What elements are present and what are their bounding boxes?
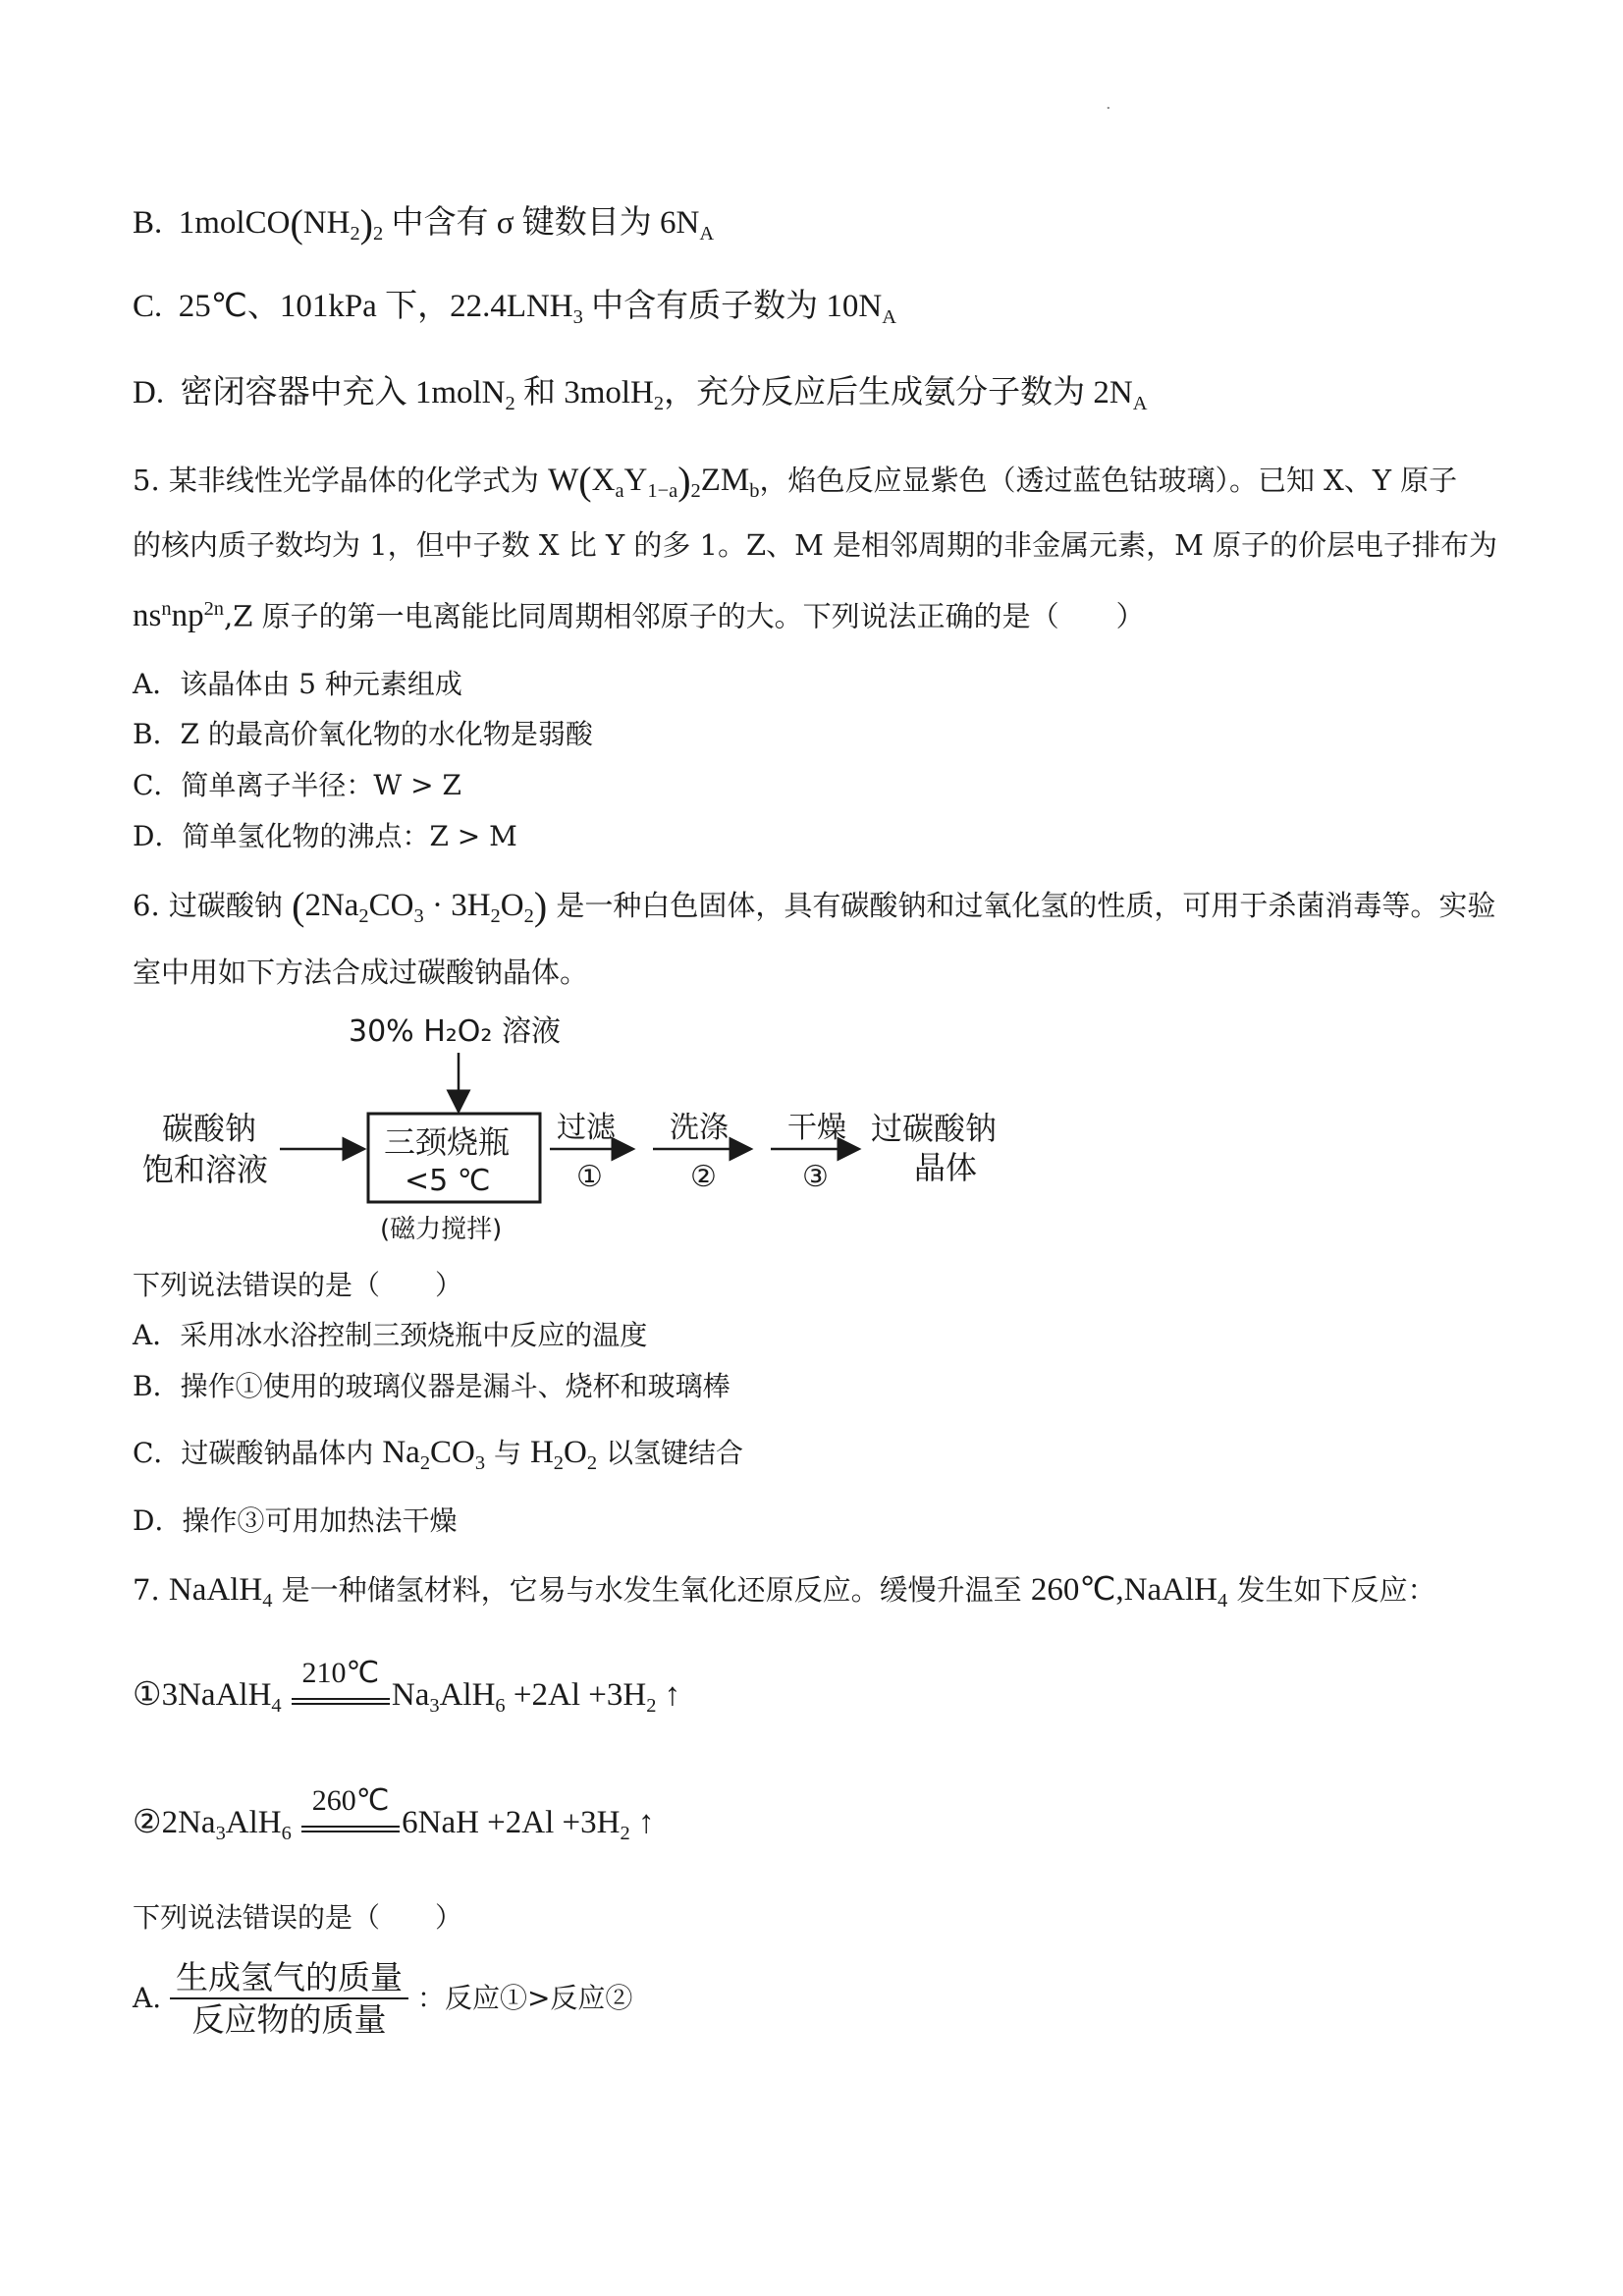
q5-stem-line-1: 5. 某非线性光学晶体的化学式为 $W(X_aY_{1-a})_2ZM_b$，焰色反应显紫色（透过蓝色钴玻璃）。已知 X、Y 原子 [133,459,1458,503]
reaction-2-condition-text: 260℃ [311,1784,390,1817]
q7-reaction-1: ①3NaAlH$_4$ 210℃ $Na_3AlH_6 +2Al +3H_2$ ↑ [133,1657,681,1718]
q5-option-b: B．Z 的最高价氧化物的水化物是弱酸 [133,718,593,750]
step1-label: 过滤 [557,1111,616,1145]
flask-temp: <5 ℃ [405,1164,491,1198]
q6-stem-suffix: 是一种白色固体，具有碳酸钠和过氧化氢的性质，可用于杀菌消毒等。实验 [556,889,1496,922]
q7-option-a-tail: ：反应①>反应② [416,1982,633,2014]
q6-option-c-suffix: 以氢键结合 [605,1437,743,1469]
q7-option-a-label: A. [133,1982,162,2014]
reaction-1-condition-text: 210℃ [301,1657,380,1689]
q7-stem-suffix: 发生如下反应： [1236,1573,1436,1607]
step3-label: 干燥 [787,1111,846,1145]
synthesis-flow-diagram [133,1011,1075,1257]
step2-label: 洗涤 [670,1111,729,1145]
reaction-1-condition [292,1657,390,1705]
q7-question: 下列说法错误的是（ ） [133,1901,463,1934]
q6-stem-line-2: 室中用如下方法合成过碳酸钠晶体。 [133,956,589,989]
feed-label-2: 饱和溶液 [142,1151,269,1188]
mass-ratio-fraction [170,1958,408,2039]
q6-stem-prefix: 6. 过碳酸钠 [133,889,283,922]
q6-stem-line-1: 6. 过碳酸钠 $(2Na_2CO_3 \cdot 3H_2O_2)$ 是一种白色固体，具有碳酸钠和过氧化氢的性质，可用于杀菌消毒等。实验 [133,884,1496,928]
q6-question: 下列说法错误的是（ ） [133,1269,463,1301]
step2-number: ② [690,1160,717,1194]
reaction-2-condition [301,1784,400,1832]
q6-option-c-prefix: C．过碳酸钠晶体内 [133,1437,374,1469]
reaction-1-number: ① [133,1677,162,1713]
q7-stem: 7. NaAlH$_4$ 是一种储氢材料，它易与水发生氧化还原反应。缓慢升温至 260℃,NaAlH$_4$ 发生如下反应： [133,1572,1436,1613]
q5-option-d: D．简单氢化物的沸点：Z > M [133,820,517,852]
q5-stem-line-2: 的核内质子数均为 1，但中子数 X 比 Y 的多 1。Z、M 是相邻周期的非金属元素，M 原子的价层电子排布为 [133,528,1497,562]
header-mark: · [1106,98,1111,119]
q5-stem-line-3: $ns^nnp^{2n},Z$ 原子的第一电离能比同周期相邻原子的大。下列说法正确的是（ ） [133,598,1145,634]
reagent-top-label: 30% H₂O₂ 溶液 [349,1014,561,1049]
q7-reaction-2: $②2Na_3AlH_6$ 260℃ $6NaH +2Al +3H_2$ ↑ [133,1784,655,1845]
q4-option-d: D. 密闭容器中充入 1molN$_2$ 和 3molH$_2$，充分反应后生成氨分子数为 $2N_A$ [133,375,1148,415]
stir-note: (磁力搅拌) [380,1215,503,1244]
q6-option-a: A．采用冰水浴控制三颈烧瓶中反应的温度 [133,1319,648,1351]
feed-label-1: 碳酸钠 [162,1110,257,1147]
q4-option-c: C. 25℃、101kPa 下，$22.4LNH_3$ 中含有质子数为 $10N_A$ [133,289,896,329]
q7-number: 7. [133,1573,160,1607]
product-label-2: 晶体 [914,1149,978,1186]
q6-option-c: C．过碳酸钠晶体内 $Na_2CO_3$ 与 $H_2O_2$ 以氢键结合 [133,1435,743,1475]
q7-option-a [133,1958,633,2039]
reaction-2-number: ② [133,1805,162,1840]
fraction-numerator: 生成氢气的质量 [170,1961,408,1999]
fraction-denominator: 反应物的质量 [191,2000,387,2039]
q7-stem-mid: 是一种储氢材料，它易与水发生氧化还原反应。缓慢升温至 [281,1573,1022,1607]
q5-option-a: A．该晶体由 5 种元素组成 [133,668,462,700]
flask-label: 三颈烧瓶 [384,1123,511,1161]
q5-option-c: C．简单离子半径：W > Z [133,769,461,801]
product-label-1: 过碳酸钠 [871,1110,998,1147]
step1-number: ① [576,1160,603,1194]
q4-option-b: B. $1molCO(NH_2)_2$ 中含有 σ 键数目为 $6N_A$ [133,201,715,246]
step3-number: ③ [802,1160,829,1194]
q6-option-d: D．操作③可用加热法干燥 [133,1504,458,1537]
q6-option-b: B．操作①使用的玻璃仪器是漏斗、烧杯和玻璃棒 [133,1370,730,1402]
q5-stem-line-3-text: ,Z 原子的第一电离能比同周期相邻原子的大。下列说法正确的是（ ） [224,599,1145,633]
q6-option-c-mid: 与 [494,1437,522,1469]
